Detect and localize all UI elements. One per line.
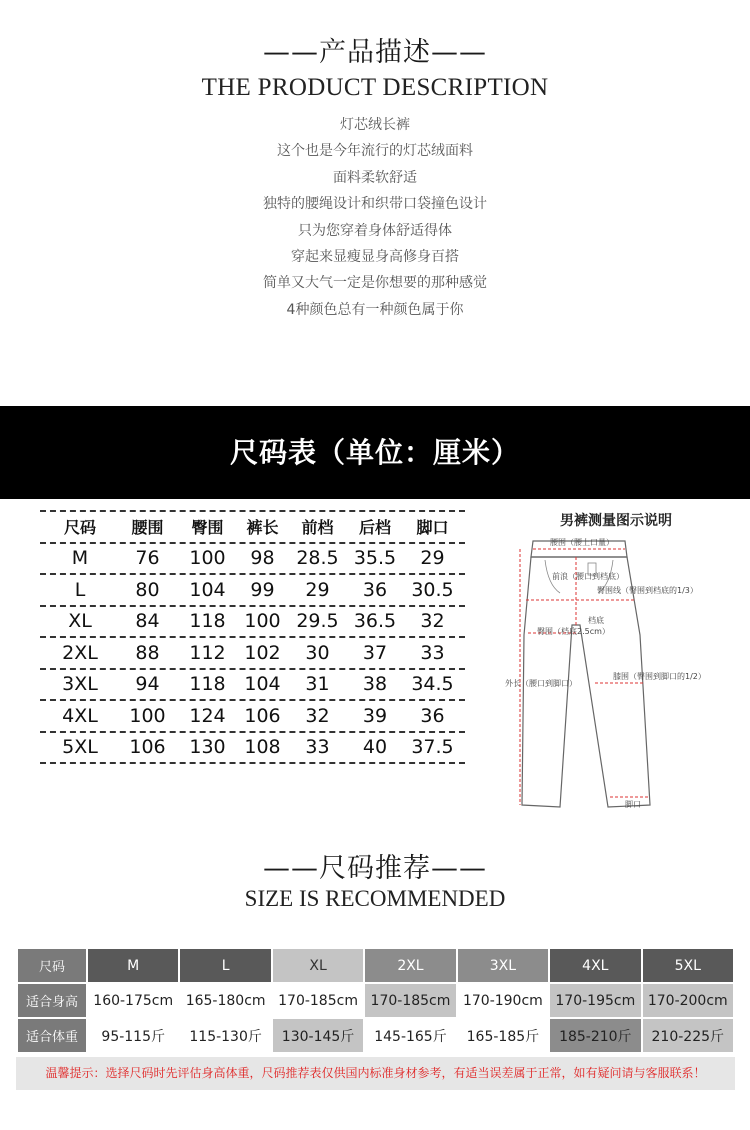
table-row <box>40 670 465 700</box>
table-cell: 36 <box>420 704 445 727</box>
size-cell: L <box>180 949 270 982</box>
table-cell: 29.5 <box>296 610 339 633</box>
size-cell: 3XL <box>458 949 548 982</box>
table-row <box>40 607 465 637</box>
description-line: 只为您穿着身体舒适得体 <box>298 222 452 239</box>
header-cell: 臀围 <box>191 518 224 538</box>
header-cell: 腰围 <box>131 518 164 538</box>
header-cell: 脚口 <box>416 518 449 538</box>
size-cell: 5XL <box>643 949 733 982</box>
table-row <box>18 949 733 982</box>
table-cell: 118 <box>189 610 226 633</box>
table-cell: 29 <box>420 547 445 570</box>
table-cell: 100 <box>244 610 281 633</box>
table-cell: 102 <box>244 641 281 664</box>
table-cell: 33 <box>420 641 445 664</box>
table-header-row <box>40 512 465 542</box>
table-cell: 88 <box>135 641 160 664</box>
table-cell: 106 <box>129 736 166 759</box>
table-cell: 28.5 <box>296 547 339 570</box>
header-cell: 尺码 <box>18 949 86 982</box>
description-line: 面料柔软舒适 <box>333 169 417 186</box>
header-cell: 裤长 <box>246 518 279 538</box>
size-chart-table <box>40 510 465 764</box>
table-cell: 29 <box>305 578 330 601</box>
table-cell: 130 <box>189 736 226 759</box>
table-cell: 104 <box>244 673 281 696</box>
pants-measurement-diagram <box>500 505 740 815</box>
table-cell: 34.5 <box>411 673 454 696</box>
diagram-label-front-rise: 前浪（腰口到档底） <box>552 572 624 581</box>
table-cell: 30 <box>305 641 330 664</box>
table-divider <box>40 762 465 764</box>
section-title-size-recommend: ——尺码推荐—— <box>263 853 487 884</box>
table-cell: 36 <box>362 578 388 601</box>
description-line: 4种颜色总有一种颜色属于你 <box>286 301 464 318</box>
height-cell: 170-185cm <box>273 984 363 1017</box>
table-cell: 5XL <box>62 736 98 759</box>
diagram-label-crotch: 档底 <box>588 616 604 625</box>
table-row <box>40 638 465 668</box>
size-cell: 2XL <box>365 949 455 982</box>
table-cell: 118 <box>189 673 226 696</box>
weight-cell: 145-165斤 <box>365 1019 455 1052</box>
height-cell: 160-175cm <box>88 984 178 1017</box>
description-line: 穿起来显瘦显身高修身百搭 <box>291 249 459 266</box>
diagram-title: 男裤测量图示说明 <box>560 513 672 529</box>
height-cell: 165-180cm <box>180 984 270 1017</box>
size-cell: XL <box>273 949 363 982</box>
weight-cell: 210-225斤 <box>643 1019 733 1052</box>
table-cell: 38 <box>362 673 388 696</box>
table-cell: 39 <box>362 704 388 727</box>
table-cell: M <box>71 547 89 570</box>
table-cell: 31 <box>305 673 330 696</box>
table-cell: 4XL <box>62 704 98 727</box>
table-cell: 112 <box>189 641 226 664</box>
table-cell: XL <box>68 610 92 633</box>
table-cell: 37 <box>362 641 388 664</box>
table-cell: 100 <box>189 547 226 570</box>
height-cell: 170-190cm <box>458 984 548 1017</box>
table-cell: 98 <box>250 547 275 570</box>
table-cell: 37.5 <box>411 736 454 759</box>
table-cell: 80 <box>135 578 160 601</box>
header-cell: 后档 <box>358 518 391 538</box>
size-cell: 4XL <box>550 949 640 982</box>
header-cell: 尺码 <box>63 518 96 538</box>
row-label: 适合身高 <box>18 984 86 1017</box>
table-cell: 100 <box>129 704 166 727</box>
table-cell: 32 <box>420 610 445 633</box>
description-line: 简单又大气一定是你想要的那种感觉 <box>263 275 487 292</box>
table-cell: 30.5 <box>411 578 454 601</box>
size-recommendation-table <box>16 947 735 1054</box>
weight-cell: 185-210斤 <box>550 1019 640 1052</box>
table-cell: 108 <box>244 736 281 759</box>
table-cell: 84 <box>135 610 160 633</box>
table-cell: 32 <box>305 704 330 727</box>
diagram-label-waist: 腰围（腰上口量） <box>550 538 614 547</box>
description-line: 灯芯绒长裤 <box>340 117 410 133</box>
table-cell: 99 <box>250 578 275 601</box>
table-row <box>18 984 733 1017</box>
table-cell: 36.5 <box>353 610 397 633</box>
weight-cell: 115-130斤 <box>180 1019 270 1052</box>
section-title-product-description: ——产品描述—— <box>263 37 487 68</box>
description-line: 这个也是今年流行的灯芯绒面料 <box>277 143 473 160</box>
height-cell: 170-200cm <box>643 984 733 1017</box>
table-cell: 104 <box>189 578 226 601</box>
diagram-label-hem: 脚口 <box>625 800 641 809</box>
diagram-label-hip-width: 臀围（档底2.5cm） <box>537 627 610 636</box>
table-cell: 33 <box>305 736 330 759</box>
size-notice: 温馨提示：选择尺码时先评估身高体重，尺码推荐表仅供国内标准身材参考，有适当误差属于正常，如有疑问请与客服联系！ <box>16 1057 735 1090</box>
diagram-label-outseam: 外长（腰口到脚口） <box>505 679 577 688</box>
table-cell: 106 <box>244 704 281 727</box>
table-cell: 124 <box>189 704 226 727</box>
height-cell: 170-195cm <box>550 984 640 1017</box>
size-chart-banner: 尺码表（单位：厘米） <box>0 406 750 499</box>
table-row <box>40 575 465 605</box>
header-cell: 前档 <box>301 518 334 538</box>
section-subtitle-product-description: THE PRODUCT DESCRIPTION <box>201 74 549 101</box>
table-row <box>40 544 465 574</box>
description-line: 独特的腰绳设计和织带口袋撞色设计 <box>263 196 487 213</box>
weight-cell: 165-185斤 <box>458 1019 548 1052</box>
size-cell: M <box>88 949 178 982</box>
description-list <box>0 112 750 323</box>
table-cell: L <box>74 578 86 601</box>
table-cell: 40 <box>362 736 388 759</box>
table-row <box>40 733 465 763</box>
table-cell: 94 <box>135 673 160 696</box>
table-cell: 2XL <box>62 641 98 664</box>
pants-outline-icon <box>500 505 740 815</box>
table-row <box>18 1019 733 1052</box>
row-label: 适合体重 <box>18 1019 86 1052</box>
height-cell: 170-185cm <box>365 984 455 1017</box>
table-cell: 76 <box>135 547 160 570</box>
section-subtitle-size-recommend: SIZE IS RECOMMENDED <box>244 886 506 911</box>
weight-cell: 95-115斤 <box>88 1019 178 1052</box>
diagram-label-thigh: 膝围（臀围到脚口的1/2） <box>613 672 706 681</box>
table-cell: 35.5 <box>353 547 397 570</box>
weight-cell: 130-145斤 <box>273 1019 363 1052</box>
table-cell: 3XL <box>62 673 98 696</box>
diagram-label-hip: 臀围线（臀围到档底的1/3） <box>597 586 698 595</box>
table-row <box>40 701 465 731</box>
